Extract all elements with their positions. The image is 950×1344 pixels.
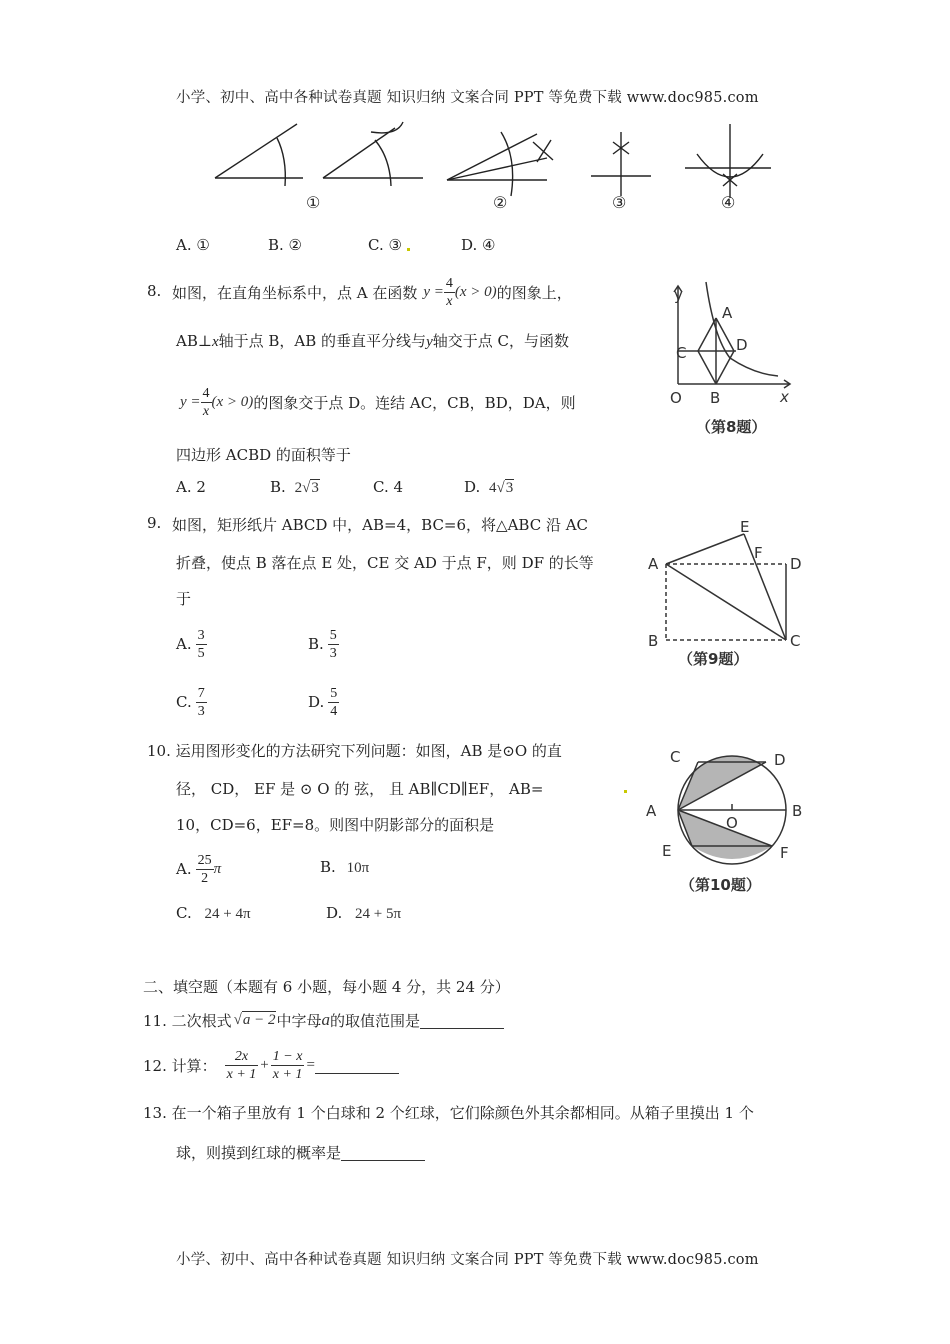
q9-number: 9. [147,514,162,532]
q8-func-num: 4 [445,275,453,291]
q8-line-2 [176,330,569,351]
q10-a-pi: π [213,860,222,877]
q9-fig-label-e: E [740,518,750,536]
q12-f2-den: x + 1 [272,1066,303,1082]
q8-fig-label-x: x [780,388,789,406]
q10-line-1 [147,740,562,761]
q9-option-d-fraction [328,685,339,720]
q9-fig-label-a: A [648,555,659,573]
q8-func-y: y = [423,283,444,300]
q8-option-b-label: B. [270,478,286,496]
q11-text-post: 的取值范围是 [330,1011,421,1030]
q8-text-1: 如图，在直角坐标系中，点 A 在函数 [172,283,418,302]
q7-figure-label-1: ① [306,193,321,212]
q10-option-c-label: C. [176,904,192,922]
q8-func2-cond: (x > 0) [211,393,254,410]
q11-var: a [321,1010,330,1029]
q9-figure [640,518,815,673]
q8-fig-label-a: A [722,304,733,322]
page-header: 小学、初中、高中各种试卷真题 知识归纳 文案合同 PPT 等免费下载 www.doc985.com [176,90,759,106]
q11-radicand: a − 2 [242,1012,276,1028]
q9-option-a-fraction [196,627,207,662]
q8-fig-label-o: O [670,389,682,407]
q8-option-d-label: D. [464,478,481,496]
q8-fig-label-c: C [676,344,687,362]
q8-text-3: 的图象交于点 D。连结 AC，CB，BD，DA，则 [253,393,576,412]
q10-option-d [326,904,401,923]
q10-option-a-fraction [196,852,214,887]
q8-func2-den: x [201,402,212,420]
q12-plus: + [260,1056,269,1073]
q10-option-d-value: 24 + 5π [355,906,402,922]
q8-text-2a: AB⊥ [176,332,212,350]
q10-option-c [176,904,251,923]
q11: 11. 二次根式 √ a − 2 中字母 a 的取值范围是 [143,1008,504,1032]
section-2-heading: 二、填空题（本题有 6 小题，每小题 4 分，共 24 分） [143,978,510,996]
q8-x-axis: x [211,334,219,350]
q10-fig-label-o: O [726,814,738,832]
q8-fig-label-b: B [710,389,721,407]
q12-f1-den: x + 1 [226,1066,257,1082]
q9-fig-label-b: B [648,632,659,650]
q8-func2-y: y = [180,393,201,410]
q9-fig-label-d: D [790,555,802,573]
q8-y-axis: y [426,334,433,350]
q10-option-d-label: D. [326,904,343,922]
q12-fraction-2 [271,1048,305,1083]
q10-option-b [320,858,369,877]
q8-option-a: A. 2 [176,478,206,496]
q10-option-b-label: B. [320,858,336,876]
q13-answer-blank[interactable] [341,1144,425,1161]
q8-func2-fraction [201,385,212,420]
q10-fig-label-f: F [780,844,789,862]
q9-option-a [176,622,207,666]
q10-option-a-label: A. [176,860,192,878]
q9-c-den: 3 [197,703,205,719]
q9-option-c [176,680,207,724]
q13-line-1: 13. 在一个箱子里放有 1 个白球和 2 个红球，它们除颜色外其余都相同。从箱子里摸出 1 个 [143,1104,754,1122]
q10-a-den: 2 [196,869,214,887]
yellow-mark [624,790,627,793]
q11-text-pre: 11. 二次根式 [143,1011,232,1030]
q8-option-d-coef: 4 [489,480,497,496]
q10-line-2: 径， CD， EF 是 ⊙ O 的 弦， 且 AB∥CD∥EF， AB= [176,780,544,798]
q8-fig-caption: （第8题） [696,418,767,436]
q12-answer-blank[interactable] [315,1057,399,1074]
q8-func2-num: 4 [202,385,210,401]
q8-text-2c: 轴交于点 C，与函数 [432,332,569,350]
q9-option-d [308,680,339,724]
q7-figure-label-2: ② [493,193,508,212]
q8-fig-label-d: D [736,336,748,354]
page-footer: 小学、初中、高中各种试卷真题 知识归纳 文案合同 PPT 等免费下载 www.doc985.com [176,1252,759,1268]
q8-option-b-coef: 2 [294,480,303,496]
q9-c-num: 7 [197,685,205,701]
q11-answer-blank[interactable] [420,1012,504,1029]
q7-figure-label-3: ③ [612,193,627,212]
q10-figure [640,740,820,900]
q10-fig-label-a: A [646,802,657,820]
q9-line-1: 如图，矩形纸片 ABCD 中，AB=4，BC=6，将△ABC 沿 AC [172,516,589,534]
q8-option-b-rad: 3 [311,480,319,496]
q12 [143,1042,399,1088]
q9-option-c-label: C. [176,693,192,711]
q10-fig-label-b: B [792,802,803,820]
q10-fig-label-d: D [774,751,786,769]
q8-fig-label-y: y [674,286,683,304]
q9-d-num: 5 [330,685,338,701]
q8-option-b: B. 2√3 [270,478,319,496]
q9-option-c-fraction [196,685,207,720]
q11-text-mid: 中字母 [276,1011,322,1030]
q9-fig-label-f: F [754,544,763,562]
yellow-mark [407,248,410,251]
q7-figure-label-4: ④ [721,193,736,212]
q9-option-a-label: A. [176,635,192,653]
q13-text-2: 球，则摸到红球的概率是 [176,1144,342,1162]
q10-fig-label-c: C [670,748,681,766]
q9-a-den: 5 [197,645,205,661]
q8-func-den: x [444,292,455,310]
q9-option-d-label: D. [308,693,325,711]
q13-line-2 [176,1142,425,1163]
q9-b-den: 3 [329,645,337,661]
q9-d-den: 4 [330,703,338,719]
q12-fraction-1 [225,1048,259,1083]
q10-fig-label-e: E [662,842,672,860]
q7-option-d: D. ④ [461,236,496,254]
q8-option-d-rad: 3 [505,480,514,496]
q9-option-b [308,622,339,666]
q12-text-pre: 12. 计算： [143,1056,217,1075]
q8-text-1-post: 的图象上， [496,283,572,302]
q10-number: 10. [147,742,171,760]
q10-text-1: 运用图形变化的方法研究下列问题：如图，AB 是⊙O 的直 [175,742,562,760]
q9-line-3: 于 [176,590,192,608]
q9-fig-label-c: C [790,632,801,650]
q7-option-a: A. ① [176,236,210,254]
q10-line-3: 10，CD=6，EF=8。则图中阴影部分的面积是 [176,816,495,834]
q10-option-a [176,846,221,892]
q9-option-b-label: B. [308,635,324,653]
q12-equals: = [306,1056,315,1073]
q10-fig-caption: （第10题） [680,876,761,894]
q7-option-b: B. ② [268,236,303,254]
q8-text-2b: 轴于点 B，AB 的垂直平分线与 [218,332,427,350]
q8-option-d: D. 4√3 [464,478,514,496]
q8-line-3 [180,380,576,424]
q9-fig-caption: （第9题） [678,650,749,668]
q8-figure [668,278,798,443]
q8-line-4: 四边形 ACBD 的面积等于 [176,446,351,464]
q9-option-b-fraction [328,627,339,662]
q8-func-cond: (x > 0) [454,283,497,300]
q10-option-c-value: 24 + 4π [204,906,251,922]
q9-b-num: 5 [329,627,337,643]
q10-a-num: 25 [197,852,212,868]
q9-a-num: 3 [197,627,205,643]
q8-option-c: C. 4 [373,478,404,496]
q9-line-2: 折叠，使点 B 落在点 E 处，CE 交 AD 于点 F，则 DF 的长等 [176,554,594,572]
q7-option-c: C. ③ [368,236,402,254]
q8-number: 8. [147,282,162,300]
q8-line-1 [172,270,572,314]
q12-f2-num: 1 − x [272,1048,303,1064]
q12-f1-num: 2x [234,1048,249,1064]
q10-option-b-value: 10π [346,860,370,876]
q8-func-fraction [444,275,455,310]
